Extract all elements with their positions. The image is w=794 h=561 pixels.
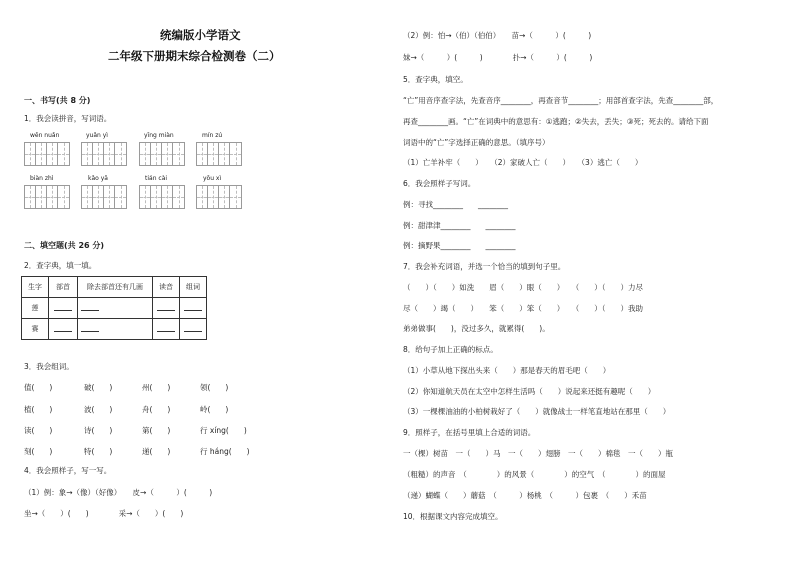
word-item: 领( ) [200,383,229,392]
q4-example-1: （1）例：象→（像）（好像） 皮→（ ）( ) [24,488,213,497]
table-header: 组词 [180,277,207,298]
q8-line-c: （3）一棵棵油油的小柏树栽好了（ ）就像战士一样笔直地站在那里（ ） [403,407,671,416]
q7-text: 7．我会补充词语，并选一个恰当的填到句子里。 [403,262,566,271]
table-header: 部首 [49,277,78,298]
table-cell[interactable] [78,298,153,319]
word-item: 植( ) [24,405,53,414]
table-cell[interactable] [78,319,153,340]
pinyin: kǎo yā [88,175,108,182]
q10-text: 10．根据课文内容完成填空。 [403,512,503,521]
q8-line-a: （1）小草从地下探出头来（ ）那是春天的眉毛吧（ ） [403,366,611,375]
table-header: 除去部首还有几画 [78,277,153,298]
q9-line-c: （递）蝴蝶（ ）蘑菇 （ ）杨桃 （ ）包裹 （ ）禾苗 [403,491,647,500]
q7-line-a: （ ）（ ）如洗 眉（ ）眼（ ） （ ）（ ）力尽 [403,283,643,292]
q9-text: 9．照样子，在括号里填上合适的词语。 [403,428,536,437]
q8-line-b: （2）你知道航天员在太空中怎样生活吗（ ）说起来还挺有趣呢（ ） [403,387,656,396]
pinyin: tián cài [145,175,168,182]
section2-heading: 二、填空题(共 26 分) [24,241,105,250]
q6-text: 6．我会照样子写词。 [403,179,476,188]
q4-text: 4．我会照样子，写一写。 [24,466,112,475]
pinyin: yīng miàn [144,132,174,139]
table-header: 读音 [153,277,180,298]
table-cell: 莲 [22,298,49,319]
pinyin: wēn nuǎn [30,132,60,139]
writing-grid[interactable] [81,142,127,166]
q4-example-2: （2）例：怕→（伯）（伯伯） 苗→（ ）( ) [403,31,592,40]
word-item: 岭( ) [200,405,229,414]
word-item: 特( ) [84,447,113,456]
table-cell[interactable] [49,319,78,340]
writing-grid[interactable] [139,185,185,209]
q5-text: 5．查字典，填空。 [403,75,468,84]
q8-text: 8．给句子加上正确的标点。 [403,345,498,354]
word-item: 诗( ) [84,426,113,435]
table-cell[interactable] [49,298,78,319]
word-item: 第( ) [142,426,171,435]
dictionary-table [21,276,207,340]
word-item: 读( ) [24,426,53,435]
table-cell[interactable] [180,298,207,319]
word-item: 刻( ) [24,447,53,456]
pinyin: yōu xì [203,175,222,182]
word-item: 行 xíng( ) [200,426,247,435]
q5-line-c: 词语中的“亡”字选择正确的意思。（填序号） [403,138,550,147]
word-item: 波( ) [84,405,113,414]
pinyin: biàn zhì [30,175,54,182]
word-item: 值( ) [24,383,53,392]
q7-line-c: 弟弟做事( )，没过多久，就累得( )。 [403,324,550,333]
word-item: 行 háng( ) [200,447,250,456]
q7-line-b: 尽（ ）竭（ ） 笨（ ）笨（ ） （ ）（ ）我助 [403,304,643,313]
q4-example-1b: 坐→（ ）( ) 采→（ ）( ) [24,509,184,518]
q3-text: 3．我会组词。 [24,362,74,371]
table-cell[interactable] [180,319,207,340]
q5-line-a: “亡”用音序查字法，先查音序________，再查音节________；用部首查字法，先查________部， [403,96,719,105]
q4-example-2b: 妹→（ ）( ) 扑→（ ）( ) [403,53,593,62]
q2-text: 2．查字典，填一填。 [24,261,97,270]
writing-grid[interactable] [139,142,185,166]
q5-line-d: （1）亡羊补牢（ ） （2）家破人亡（ ） （3）逃亡（ ） [403,158,643,167]
writing-grid[interactable] [24,185,70,209]
table-cell: 赛 [22,319,49,340]
q1-text: 1．我会读拼音，写词语。 [24,114,112,123]
word-item: 舟( ) [142,405,171,414]
writing-grid[interactable] [81,185,127,209]
q6-example-a: 例：寻找________ ________ [403,200,508,209]
q9-line-b: （粗糙）的声音 （ ）的风景（ ）的空气 （ ）的面屋 [403,470,666,479]
table-cell[interactable] [153,298,180,319]
writing-grid[interactable] [196,142,242,166]
word-item: 递( ) [142,447,171,456]
pinyin: yuǎn yì [86,132,108,139]
writing-grid[interactable] [24,142,70,166]
title-line1: 统编版小学语文 [160,28,241,42]
pinyin: mín zú [202,132,223,139]
word-item: 破( ) [84,383,113,392]
writing-grid[interactable] [196,185,242,209]
q6-example-c: 例：摘野果________ ________ [403,241,516,250]
table-cell[interactable] [153,319,180,340]
q9-line-a: 一（棵）树苗 一（ ）马 一（ ）翅膀 一（ ）棉毯 一（ ）瓶 [403,449,673,458]
section1-heading: 一、书写(共 8 分) [24,96,91,105]
table-header: 生字 [22,277,49,298]
word-item: 州( ) [142,383,171,392]
q5-line-b: 再查________画。“亡”在词典中的意思有：①逃跑；②失去，丢失；③死；死去的。请给下面 [403,117,709,126]
q6-example-b: 例：甜津津________ ________ [403,221,516,230]
page-title: 二年级下册期末综合检测卷（二） [108,49,281,63]
